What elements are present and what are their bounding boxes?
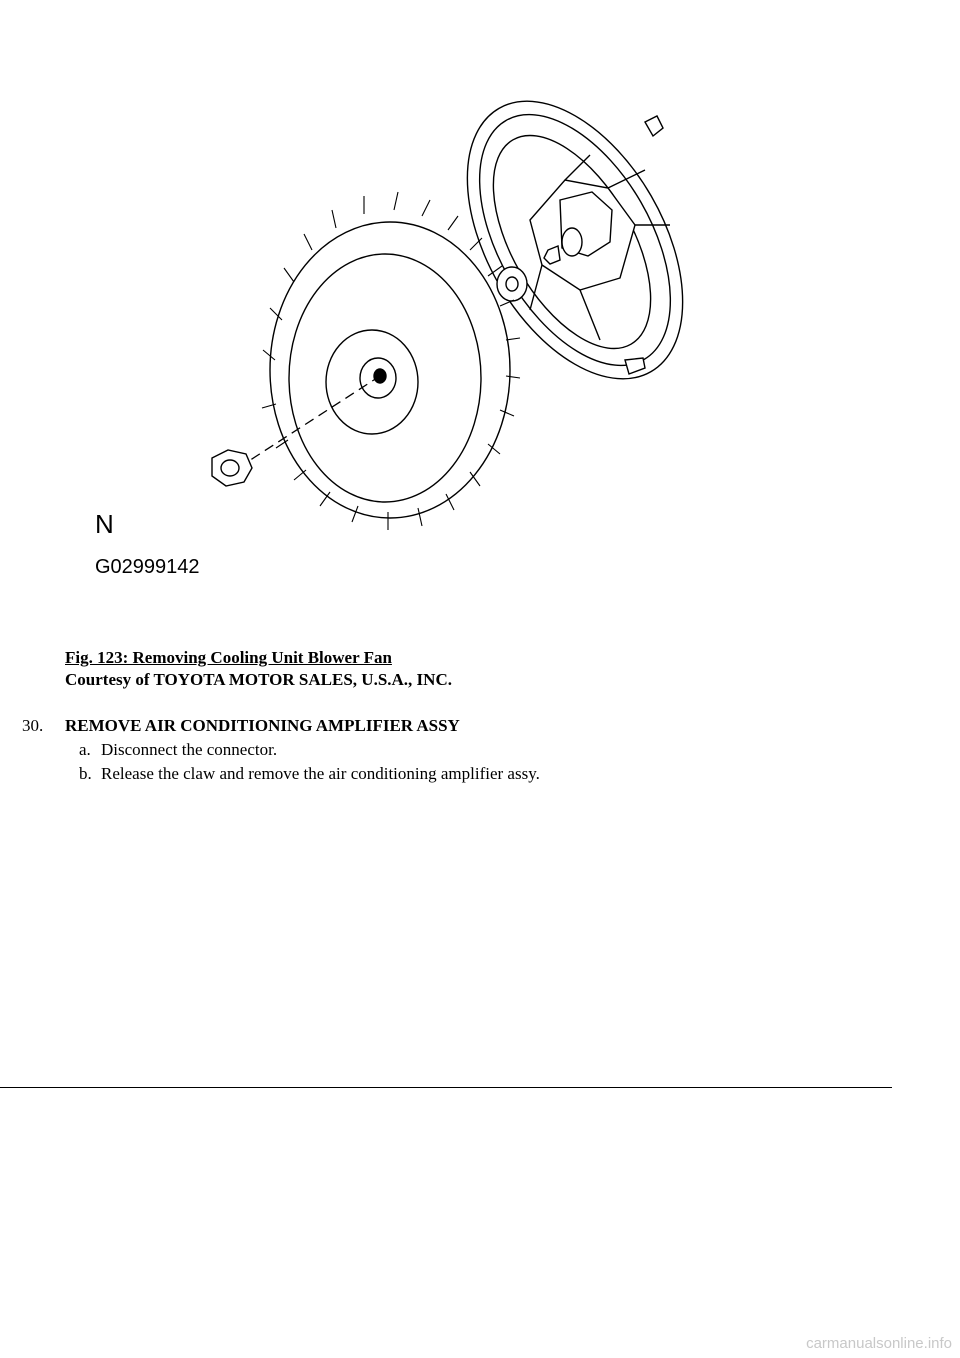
substep-letter: b. xyxy=(79,764,92,783)
blower-fan-illustration xyxy=(60,60,780,620)
figure-caption: Fig. 123: Removing Cooling Unit Blower Fan xyxy=(65,648,392,667)
washer xyxy=(497,267,527,301)
figure-courtesy: Courtesy of TOYOTA MOTOR SALES, U.S.A., INC. xyxy=(65,670,452,689)
diagram-code: G02999142 xyxy=(95,556,200,578)
diagram-letter: N xyxy=(95,509,114,539)
substep-text: Disconnect the connector. xyxy=(101,740,278,759)
fan-nut xyxy=(212,450,252,486)
substep-text: Release the claw and remove the air conditioning amplifier assy. xyxy=(101,764,540,783)
step-title: REMOVE AIR CONDITIONING AMPLIFIER ASSY xyxy=(65,716,460,735)
watermark: carmanualsonline.info xyxy=(806,1335,952,1352)
footer-divider xyxy=(0,1087,892,1088)
blower-fan-diagram xyxy=(60,60,780,620)
substep-letter: a. xyxy=(79,740,91,759)
step-number: 30. xyxy=(22,716,44,735)
